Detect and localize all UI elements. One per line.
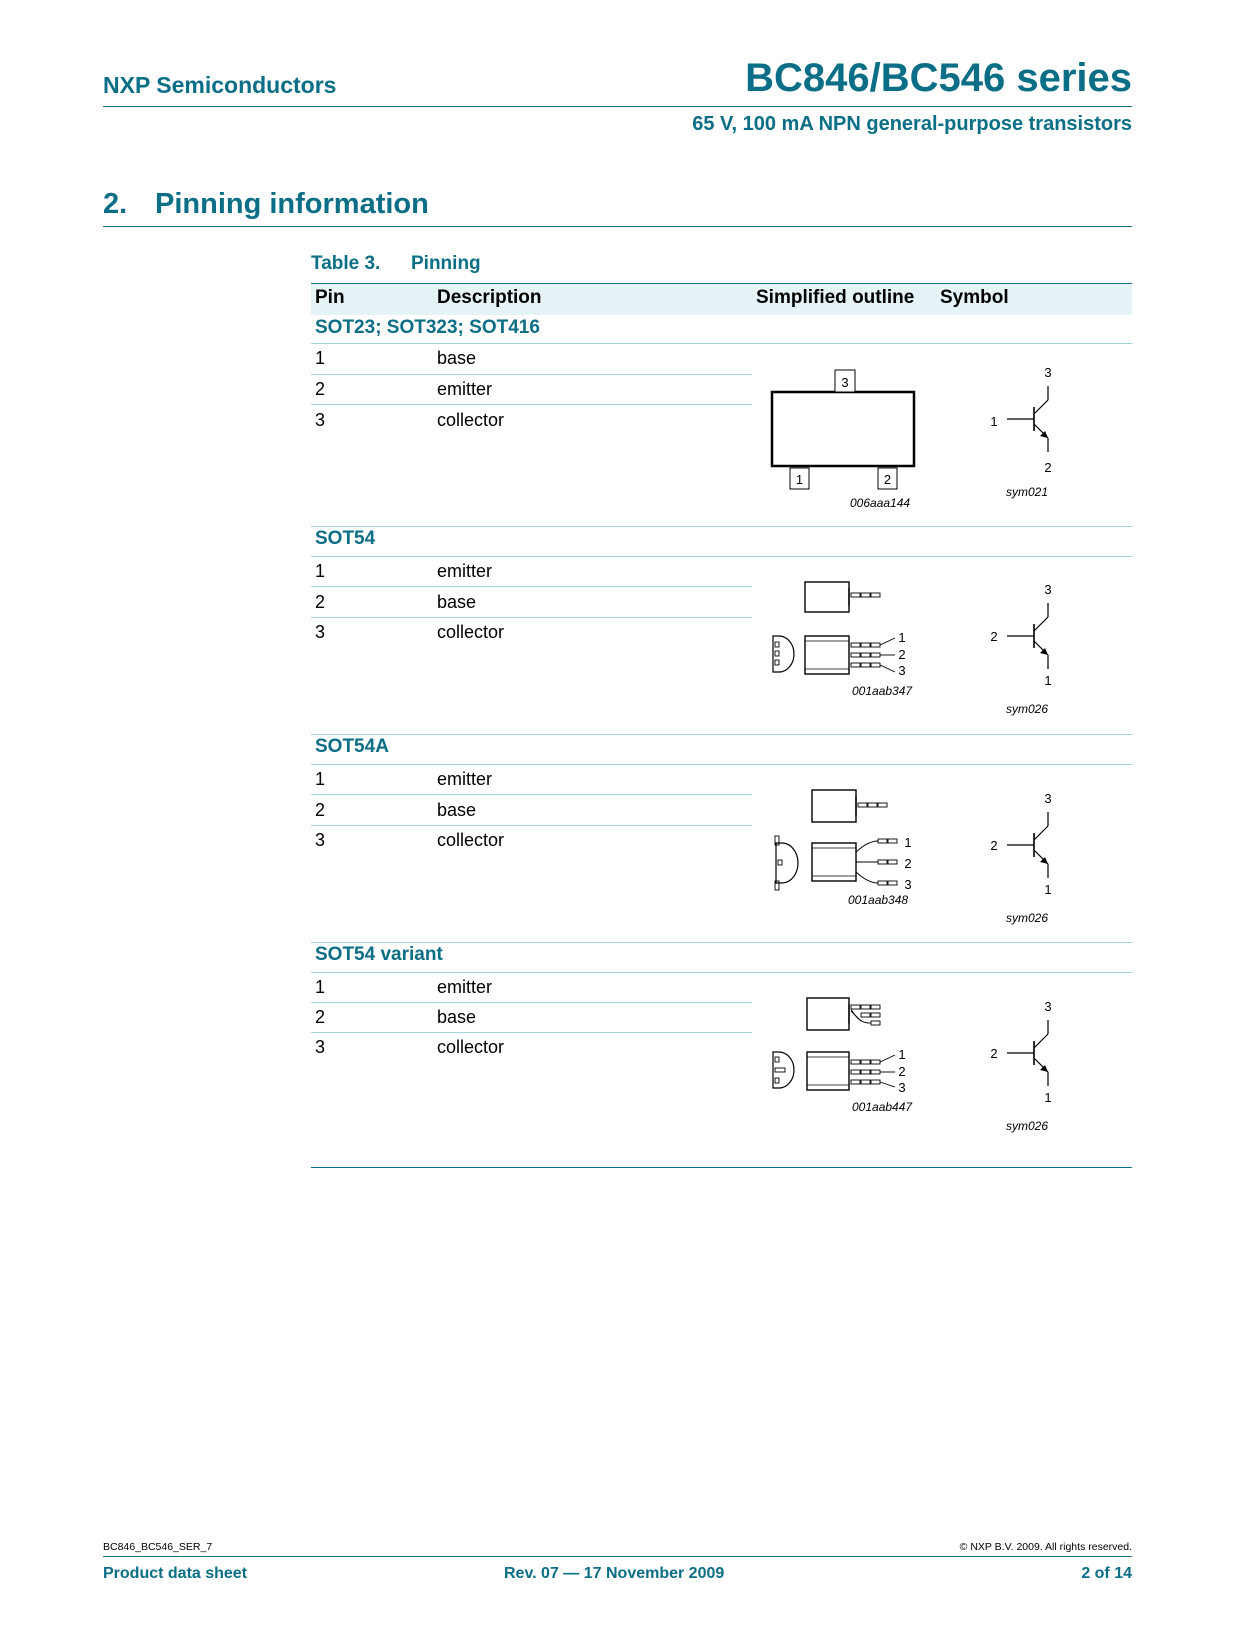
row-rule [311, 374, 752, 375]
sot54-outline-drawing [755, 578, 925, 678]
outline-code: 006aaa144 [850, 496, 911, 510]
pin-description: base [437, 1007, 477, 1027]
outline-pin-label: 3 [904, 877, 912, 892]
pin-description: emitter [437, 561, 493, 581]
pin-description: base [437, 592, 477, 612]
symbol-code: sym026 [1006, 911, 1049, 925]
doc-code: BC846_BC546_SER_7 [103, 1541, 213, 1553]
symbol-pin-label: 1 [1044, 1090, 1052, 1105]
sot54-variant-outline-drawing [755, 994, 925, 1094]
col-header-pin: Pin [315, 287, 345, 308]
npn-symbol-sym021 [985, 365, 1055, 480]
section-rule [103, 226, 1132, 227]
group-rule [311, 942, 1132, 943]
pin-number: 1 [315, 348, 326, 368]
col-header-outline: Simplified outline [756, 287, 915, 308]
section-title: Pinning information [155, 188, 429, 220]
table-title: Pinning [411, 253, 481, 274]
col-header-symbol: Symbol [940, 287, 1009, 308]
group-rule [311, 972, 1132, 973]
symbol-pin-label: 2 [990, 838, 998, 853]
section-heading [103, 188, 429, 221]
table-number: Table 3. [311, 253, 381, 274]
pin-number: 3 [315, 622, 326, 642]
symbol-code: sym026 [1006, 702, 1049, 716]
symbol-code: sym021 [1006, 485, 1049, 499]
symbol-code: sym026 [1006, 1119, 1049, 1133]
pin-number: 3 [315, 410, 326, 430]
pin-description: emitter [437, 977, 493, 997]
group-name: SOT54 [315, 528, 376, 549]
pin-number: 3 [315, 1037, 326, 1057]
row-rule [311, 794, 752, 795]
npn-symbol-sym026 [985, 582, 1055, 697]
pin-description: emitter [437, 379, 493, 399]
symbol-pin-label: 3 [1044, 791, 1052, 806]
pin-description: collector [437, 1037, 505, 1057]
outline-code: 001aab447 [852, 1100, 913, 1114]
group-rule [311, 556, 1132, 557]
group-name: SOT54 variant [315, 944, 443, 965]
table-caption [311, 253, 481, 275]
header-rule [103, 106, 1132, 107]
outline-pin-label: 1 [904, 835, 912, 850]
pin-description: base [437, 348, 477, 368]
outline-code: 001aab347 [852, 684, 913, 698]
symbol-pin-label: 2 [990, 629, 998, 644]
pin-number: 1 [315, 561, 326, 581]
pin-number: 1 [315, 977, 326, 997]
table-top-rule [311, 283, 1132, 284]
group-rule [311, 734, 1132, 735]
npn-symbol-sym026 [985, 791, 1055, 906]
pin-number: 2 [315, 800, 326, 820]
outline-pin-label: 1 [795, 472, 804, 487]
symbol-pin-label: 1 [1044, 673, 1052, 688]
symbol-pin-label: 2 [1044, 460, 1052, 475]
group-rule [311, 343, 1132, 344]
group-rule [311, 764, 1132, 765]
section-number: 2. [103, 188, 128, 220]
outline-pin-label: 3 [898, 1080, 906, 1095]
symbol-pin-label: 1 [990, 414, 998, 429]
pin-number: 2 [315, 592, 326, 612]
outline-pin-label: 2 [883, 472, 892, 487]
pin-number: 2 [315, 1007, 326, 1027]
pin-description: collector [437, 830, 505, 850]
outline-pin-label: 1 [898, 1047, 906, 1062]
outline-pin-label: 2 [898, 1064, 906, 1079]
col-header-description: Description [437, 287, 542, 308]
outline-pin-label: 3 [841, 375, 849, 390]
pin-number: 3 [315, 830, 326, 850]
row-rule [311, 617, 752, 618]
pin-description: base [437, 800, 477, 820]
product-subtitle: 65 V, 100 mA NPN general-purpose transistors [692, 113, 1132, 135]
footer-rule [103, 1556, 1132, 1557]
company-name: NXP Semiconductors [103, 72, 337, 98]
pin-description: emitter [437, 769, 493, 789]
symbol-pin-label: 3 [1044, 582, 1052, 597]
row-rule [311, 825, 752, 826]
pin-description: collector [437, 410, 505, 430]
revision: Rev. 07 — 17 November 2009 [504, 1565, 725, 1582]
outline-pin-label: 3 [898, 663, 906, 678]
row-rule [311, 1032, 752, 1033]
group-rule [311, 526, 1132, 527]
row-rule [311, 404, 752, 405]
table-header [311, 283, 1132, 315]
product-title: BC846/BC546 series [745, 56, 1132, 100]
outline-pin-label: 2 [904, 856, 912, 871]
pin-number: 2 [315, 379, 326, 399]
table-bottom-rule [311, 1167, 1132, 1168]
copyright: © NXP B.V. 2009. All rights reserved. [959, 1541, 1132, 1553]
outline-code: 001aab348 [848, 893, 909, 907]
group-name: SOT23; SOT323; SOT416 [315, 317, 540, 338]
sot54a-outline-drawing [760, 786, 930, 890]
symbol-pin-label: 1 [1044, 882, 1052, 897]
pin-description: collector [437, 622, 505, 642]
symbol-pin-label: 2 [990, 1046, 998, 1061]
symbol-pin-label: 3 [1044, 999, 1052, 1014]
row-rule [311, 1002, 752, 1003]
sot23-outline-drawing [760, 368, 930, 498]
page-number: 2 of 14 [1081, 1565, 1132, 1582]
doc-type: Product data sheet [103, 1565, 248, 1582]
row-rule [311, 586, 752, 587]
pin-number: 1 [315, 769, 326, 789]
group-name: SOT54A [315, 736, 389, 757]
outline-pin-label: 2 [898, 647, 906, 662]
npn-symbol-sym026 [985, 999, 1055, 1114]
outline-pin-label: 1 [898, 630, 906, 645]
symbol-pin-label: 3 [1044, 365, 1052, 380]
